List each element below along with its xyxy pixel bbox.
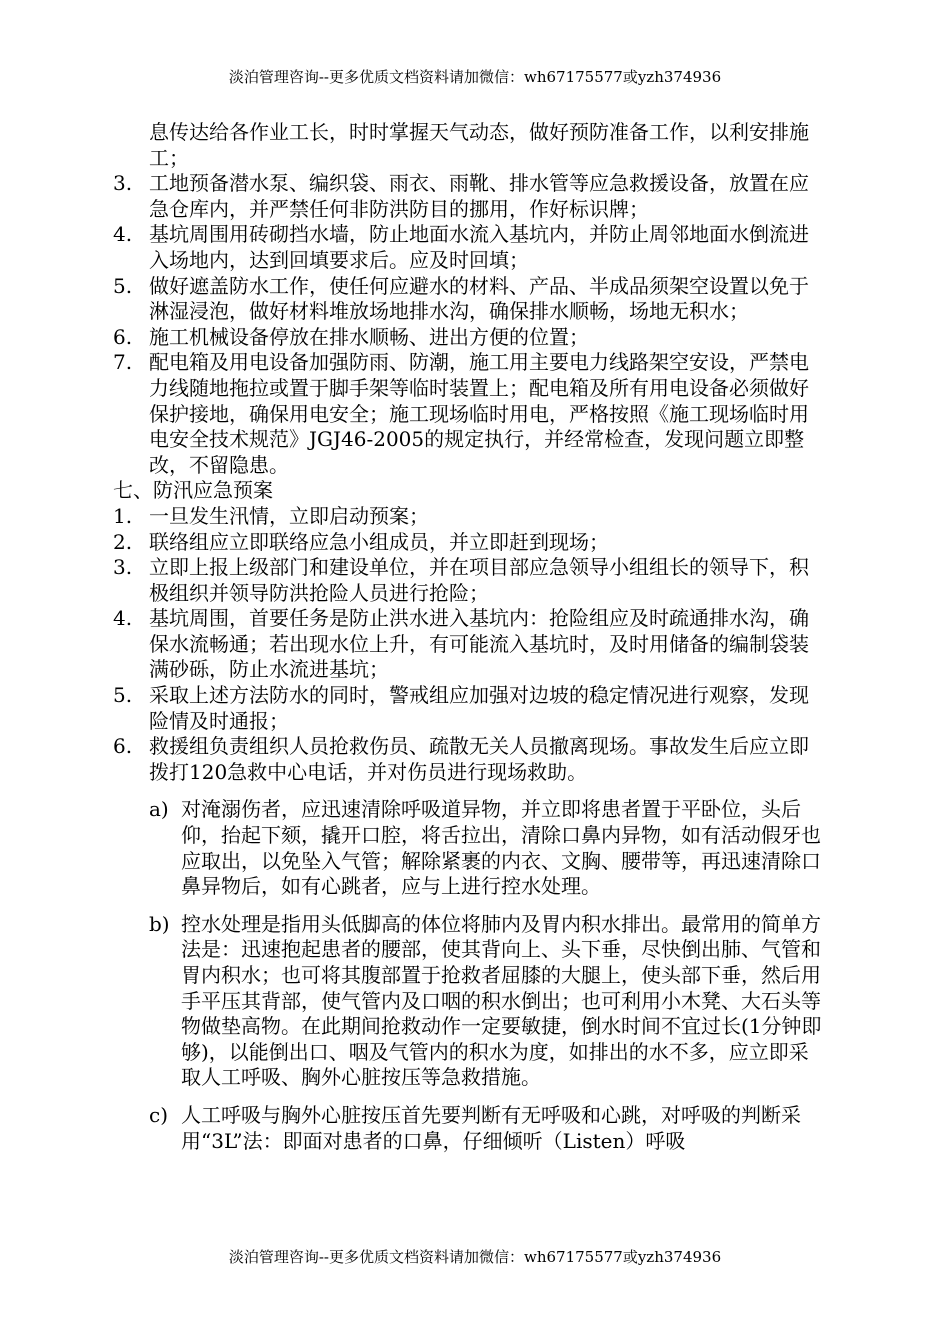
list-number: 5. <box>113 683 133 708</box>
list-item <box>113 504 828 530</box>
list-item <box>113 530 828 556</box>
sublist-text: 控水处理是指用头低脚高的体位将肺内及胃内积水排出。最常用的简单方法是：迅速抱起患者的腰部，使其背向上、头下垂，尽快倒出肺、气管和胃内积水；也可将其腹部置于抢救者屈膝的大腿上，使头部下垂，然后用手平压其背部，使气管内及口咽的积水倒出；也可利用小木凳、大石头等物做垫高物。在此期间抢救动作一定要敏捷，倒水时间不宜过长(1分钟即够)，以能倒出口、咽及气管内的积水为度，如排出的水不多，应立即采取人工呼吸、胸外心脏按压等急救措施。 <box>181 911 822 1090</box>
list-number: 3. <box>113 171 133 196</box>
list-text: 立即上报上级部门和建设单位，并在项目部应急领导小组组长的领导下，积极组织并领导防洪抢险人员进行抢险； <box>149 555 809 605</box>
list-item <box>113 325 828 351</box>
list-item <box>113 222 828 273</box>
list-text: 基坑周围用砖砌挡水墙，防止地面水流入基坑内，并防止周邻地面水倒流进入场地内，达到回填要求后。应及时回填； <box>149 222 809 272</box>
list-text: 联络组应立即联络应急小组成员，并立即赶到现场； <box>149 529 609 554</box>
page-footer: 淡泊管理咨询--更多优质文档资料请加微信：wh67175577或yzh374936 <box>228 1248 722 1266</box>
list-text: 一旦发生汛情，立即启动预案； <box>149 503 429 528</box>
list-item <box>113 171 828 222</box>
list-number: 7. <box>113 350 133 375</box>
list-item <box>113 555 828 606</box>
list-text: 采取上述方法防水的同时，警戒组应加强对边坡的稳定情况进行观察，发现险情及时通报； <box>149 683 809 733</box>
document-body <box>113 120 828 1154</box>
list-text: 基坑周围，首要任务是防止洪水进入基坑内：抢险组应及时疏通排水沟，确保水流畅通；若出现水位上升，有可能流入基坑时，及时用储备的编制袋装满砂砾，防止水流进基坑； <box>149 606 809 682</box>
list-text: 做好遮盖防水工作，使任何应避水的材料、产品、半成品须架空设置以免于淋湿浸泡，做好材料堆放场地排水沟，确保排水顺畅，场地无积水； <box>149 273 809 324</box>
list-item <box>113 350 828 478</box>
sublist-letter: c) <box>149 1102 169 1127</box>
list-text: 施工机械设备停放在排水顺畅、进出方便的位置； <box>149 324 589 349</box>
continuation-paragraph: 息传达给各作业工长，时时掌握天气动态，做好预防准备工作，以利安排施工； <box>149 120 809 170</box>
list-number: 3. <box>113 555 133 580</box>
sublist-text: 对淹溺伤者，应迅速清除呼吸道异物，并立即将患者置于平卧位，头后仰，抬起下颏，撬开口腔，将舌拉出，清除口鼻内异物，如有活动假牙也应取出，以免坠入气管；解除紧裹的内衣、文胸、腰带等，再迅速清除口鼻异物后，如有心跳者，应与上进行控水处理。 <box>181 797 821 899</box>
sublist-item <box>149 1103 828 1154</box>
list-item <box>113 683 828 734</box>
list-number: 2. <box>113 529 133 554</box>
list-number: 1. <box>113 503 133 528</box>
sublist-item <box>149 797 828 899</box>
list-item <box>113 606 828 683</box>
list-text: 配电箱及用电设备加强防雨、防潮，施工用主要电力线路架空安设，严禁电力线随地拖拉或置于脚手架等临时装置上；配电箱及所有用电设备必须做好保护接地，确保用电安全；施工现场临时用电，严格按照《施工现场临时用电安全技术规范》JGJ46-2005的规定执行，并经常检查，发现问题立即整改，不留隐患。 <box>149 350 809 477</box>
page-header: 淡泊管理咨询--更多优质文档资料请加微信：wh67175577或yzh374936 <box>228 68 722 86</box>
list-item <box>113 274 828 325</box>
sublist-text: 人工呼吸与胸外心脏按压首先要判断有无呼吸和心跳，对呼吸的判断采用“3L”法：即面对患者的口鼻，仔细倾听（Listen）呼吸 <box>181 1102 801 1153</box>
sublist-item <box>149 912 828 1091</box>
list-text: 救援组负责组织人员抢救伤员、疏散无关人员撤离现场。事故发生后应立即拨打120急救中心电话，并对伤员进行现场救助。 <box>149 734 809 784</box>
list-item <box>113 734 828 785</box>
sublist-letter: b) <box>149 911 170 936</box>
list-number: 6. <box>113 324 133 349</box>
list-number: 5. <box>113 273 133 298</box>
sublist-letter: a) <box>149 797 169 822</box>
list-number: 4. <box>113 222 133 247</box>
list-number: 6. <box>113 734 133 759</box>
list-text: 工地预备潜水泵、编织袋、雨衣、雨靴、排水管等应急救援设备，放置在应急仓库内，并严禁任何非防洪防目的挪用，作好标识牌； <box>149 171 809 221</box>
section-title: 七、防汛应急预案 <box>113 478 273 503</box>
list-number: 4. <box>113 606 133 631</box>
